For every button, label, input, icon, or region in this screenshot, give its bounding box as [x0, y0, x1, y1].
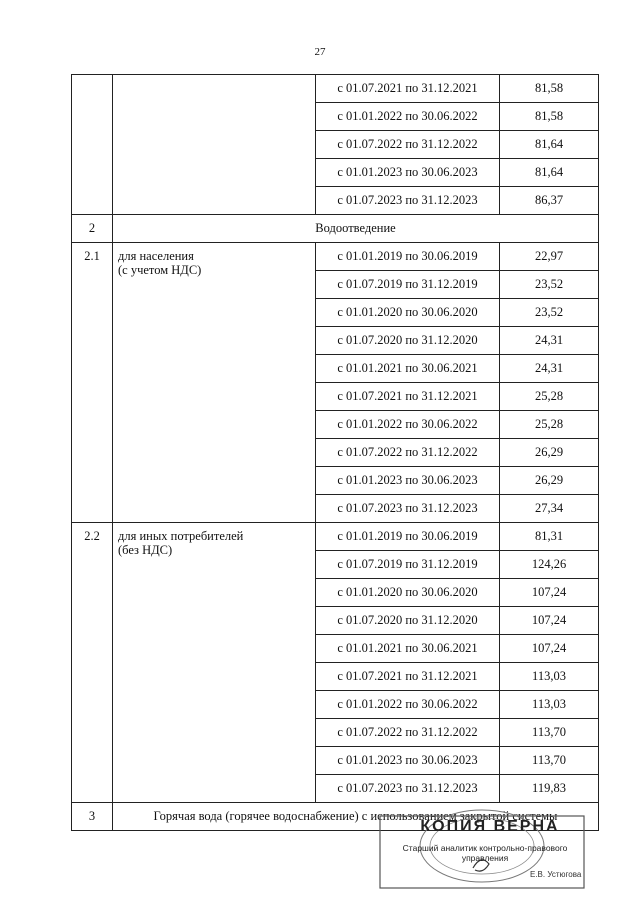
row-number-cell: [72, 75, 113, 215]
tariff-value-cell: 113,70: [500, 747, 599, 775]
section-header-row: [72, 215, 599, 243]
page-number: 27: [314, 46, 326, 58]
row-number-cell: 2.1: [72, 243, 113, 523]
period-cell: с 01.07.2021 по 31.12.2021: [316, 383, 500, 411]
tariff-value-cell: 113,03: [500, 691, 599, 719]
period-cell: с 01.01.2023 по 30.06.2023: [316, 159, 500, 187]
tariff-value-cell: 23,52: [500, 271, 599, 299]
period-cell: с 01.01.2023 по 30.06.2023: [316, 467, 500, 495]
period-cell: с 01.07.2021 по 31.12.2021: [316, 75, 500, 103]
period-cell: с 01.07.2020 по 31.12.2020: [316, 327, 500, 355]
period-cell: с 01.01.2022 по 30.06.2022: [316, 103, 500, 131]
consumer-name-cell: [113, 75, 316, 215]
tariff-value-cell: 25,28: [500, 383, 599, 411]
period-cell: с 01.07.2023 по 31.12.2023: [316, 187, 500, 215]
section-number: 2: [72, 215, 113, 243]
tariff-value-cell: 107,24: [500, 607, 599, 635]
period-cell: с 01.07.2023 по 31.12.2023: [316, 775, 500, 803]
tariff-value-cell: 81,31: [500, 523, 599, 551]
tariff-value-cell: 27,34: [500, 495, 599, 523]
tariff-value-cell: 86,37: [500, 187, 599, 215]
tariff-table: [71, 74, 599, 831]
period-cell: с 01.07.2023 по 31.12.2023: [316, 495, 500, 523]
tariff-value-cell: 113,70: [500, 719, 599, 747]
tax-note: (без НДС): [118, 543, 173, 557]
table-row: [72, 523, 599, 551]
consumer-name: для иных потребителей: [118, 529, 244, 543]
consumer-name-cell: [113, 523, 316, 803]
section-title: Горячая вода (горячее водоснабжение) с использованием закрытой системы: [113, 803, 599, 831]
period-cell: с 01.01.2021 по 30.06.2021: [316, 635, 500, 663]
consumer-name-cell: [113, 243, 316, 523]
tariff-value-cell: 81,58: [500, 103, 599, 131]
tariff-value-cell: 113,03: [500, 663, 599, 691]
period-cell: с 01.07.2020 по 31.12.2020: [316, 607, 500, 635]
period-cell: с 01.01.2019 по 30.06.2019: [316, 523, 500, 551]
tariff-value-cell: 24,31: [500, 327, 599, 355]
copy-certified-label: КОПИЯ ВЕРНА: [420, 818, 560, 835]
period-cell: с 01.01.2020 по 30.06.2020: [316, 579, 500, 607]
table-row: [72, 75, 599, 103]
tariff-value-cell: 107,24: [500, 579, 599, 607]
tariff-value-cell: 24,31: [500, 355, 599, 383]
tariff-value-cell: 81,58: [500, 75, 599, 103]
period-cell: с 01.01.2020 по 30.06.2020: [316, 299, 500, 327]
tariff-value-cell: 107,24: [500, 635, 599, 663]
period-cell: с 01.07.2019 по 31.12.2019: [316, 271, 500, 299]
tariff-value-cell: 25,28: [500, 411, 599, 439]
signer-name: Е.В. Устюгова: [530, 870, 582, 879]
section-number: 3: [72, 803, 113, 831]
tariff-value-cell: 26,29: [500, 439, 599, 467]
period-cell: с 01.07.2022 по 31.12.2022: [316, 719, 500, 747]
period-cell: с 01.07.2019 по 31.12.2019: [316, 551, 500, 579]
period-cell: с 01.07.2022 по 31.12.2022: [316, 131, 500, 159]
period-cell: с 01.07.2021 по 31.12.2021: [316, 663, 500, 691]
period-cell: с 01.01.2022 по 30.06.2022: [316, 691, 500, 719]
consumer-name: для населения: [118, 249, 194, 263]
tariff-value-cell: 26,29: [500, 467, 599, 495]
tariff-value-cell: 81,64: [500, 131, 599, 159]
period-cell: с 01.01.2021 по 30.06.2021: [316, 355, 500, 383]
tariff-value-cell: 124,26: [500, 551, 599, 579]
period-cell: с 01.01.2022 по 30.06.2022: [316, 411, 500, 439]
row-number-cell: 2.2: [72, 523, 113, 803]
tax-note: (с учетом НДС): [118, 263, 202, 277]
tariff-value-cell: 23,52: [500, 299, 599, 327]
tariff-value-cell: 81,64: [500, 159, 599, 187]
tariff-value-cell: 22,97: [500, 243, 599, 271]
period-cell: с 01.07.2022 по 31.12.2022: [316, 439, 500, 467]
table-row: [72, 243, 599, 271]
period-cell: с 01.01.2023 по 30.06.2023: [316, 747, 500, 775]
tariff-value-cell: 119,83: [500, 775, 599, 803]
section-title: Водоотведение: [113, 215, 599, 243]
signer-position: Старший аналитик контрольно-правового управления: [402, 843, 568, 863]
period-cell: с 01.01.2019 по 30.06.2019: [316, 243, 500, 271]
